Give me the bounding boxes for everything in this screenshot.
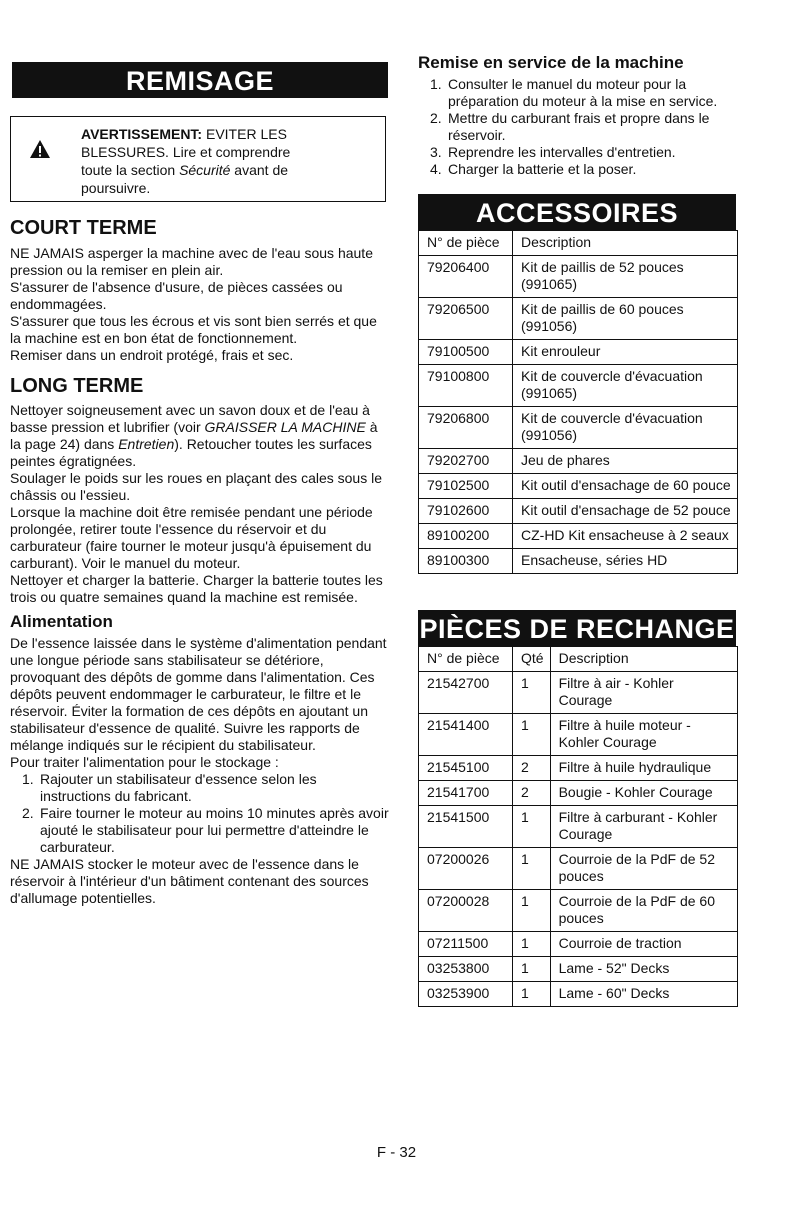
header-num: N° de pièce	[419, 647, 513, 672]
header-num: N° de pièce	[419, 231, 513, 256]
alimentation-p1: De l'essence laissée dans le système d'alimentation pendant une longue période sans stabilisateur se détériore, provoquant des dépôts de gomme dans l'alimentation. Ces dépôts peuvent endommager le carburateur, le filtre et le réservoir. Éviter la formation de ces dépôts en ajoutant un stabilisateur d'essence de qualité. Suivre les rapports de mélange indiqués sur le récipient du stabilisateur.	[10, 635, 387, 753]
court-terme-section	[10, 216, 390, 364]
table-row	[419, 499, 738, 524]
cell-num: 21541700	[419, 781, 513, 806]
header-qty: Qté	[513, 647, 551, 672]
table-row	[419, 781, 738, 806]
cell-num: 79102600	[419, 499, 513, 524]
table-row	[419, 449, 738, 474]
list-item: 4. Charger la batterie et la poser.	[430, 161, 637, 177]
alimentation-p3: NE JAMAIS stocker le moteur avec de l'essence dans le réservoir à l'intérieur d'un bâtiment contenant des sources d'allumage potentielles.	[10, 856, 369, 906]
alimentation-title: Alimentation	[10, 612, 113, 631]
court-terme-p2: S'assurer de l'absence d'usure, de pièces cassées ou endommagées.	[10, 279, 343, 312]
cell-qty: 1	[513, 848, 551, 890]
warning-securite-ref: Sécurité	[179, 162, 231, 178]
warning-line4: poursuivre.	[81, 180, 151, 196]
table-row	[419, 256, 738, 298]
cell-desc: Kit de couvercle d'évacuation (991056)	[513, 407, 738, 449]
cell-qty: 1	[513, 957, 551, 982]
cell-desc: Bougie - Kohler Courage	[550, 781, 737, 806]
cell-desc: Kit outil d'ensachage de 52 pouce	[513, 499, 738, 524]
list-item: 1. Rajouter un stabilisateur d'essence selon les instructions du fabricant.	[22, 771, 317, 804]
cell-num: 03253800	[419, 957, 513, 982]
long-terme-p2: Soulager le poids sur les roues en plaçant des cales sous le châssis ou l'essieu.	[10, 470, 382, 503]
cell-qty: 2	[513, 781, 551, 806]
cell-qty: 2	[513, 756, 551, 781]
cell-desc: Kit enrouleur	[513, 340, 738, 365]
long-terme-section	[10, 374, 390, 606]
cell-desc: Filtre à air - Kohler Courage	[550, 672, 737, 714]
table-row	[419, 932, 738, 957]
graisser-ref: GRAISSER LA MACHINE	[204, 419, 366, 435]
table-row	[419, 890, 738, 932]
table-row	[419, 756, 738, 781]
cell-desc: Lame - 52" Decks	[550, 957, 737, 982]
cell-num: 79100800	[419, 365, 513, 407]
page-number: F - 32	[376, 1144, 417, 1161]
alimentation-steps	[10, 771, 390, 856]
table-row	[419, 957, 738, 982]
accessoires-table	[418, 230, 738, 574]
cell-num: 89100200	[419, 524, 513, 549]
cell-num: 07200028	[419, 890, 513, 932]
pieces-banner: PIÈCES DE RECHANGE	[418, 610, 736, 646]
table-header-row	[419, 647, 738, 672]
court-terme-p1: NE JAMAIS asperger la machine avec de l'eau sous haute pression ou la remiser en plein air.	[10, 245, 373, 278]
cell-qty: 1	[513, 672, 551, 714]
cell-qty: 1	[513, 806, 551, 848]
table-row	[419, 672, 738, 714]
list-item: 1. Consulter le manuel du moteur pour la préparation du moteur à la mise en service.	[430, 76, 718, 109]
cell-qty: 1	[513, 714, 551, 756]
table-row	[419, 407, 738, 449]
header-desc: Description	[550, 647, 737, 672]
long-terme-title: LONG TERME	[10, 375, 144, 397]
cell-desc: Filtre à carburant - Kohler Courage	[550, 806, 737, 848]
cell-desc: CZ-HD Kit ensacheuse à 2 seaux	[513, 524, 738, 549]
table-row	[419, 474, 738, 499]
cell-num: 07211500	[419, 932, 513, 957]
warning-triangle-icon	[29, 139, 51, 159]
table-row	[419, 524, 738, 549]
cell-num: 21541400	[419, 714, 513, 756]
table-row	[419, 714, 738, 756]
warning-line3-post: avant de	[230, 162, 289, 178]
cell-desc: Jeu de phares	[513, 449, 738, 474]
table-row	[419, 806, 738, 848]
cell-desc: Courroie de la PdF de 52 pouces	[550, 848, 737, 890]
table-row	[419, 982, 738, 1007]
cell-num: 79100500	[419, 340, 513, 365]
long-terme-p4: Nettoyer et charger la batterie. Charger la batterie toutes les trois ou quatre semaines quand la machine est remisée.	[10, 572, 383, 605]
left-column	[10, 62, 390, 907]
warning-line3-pre: toute la section	[81, 162, 180, 178]
remisage-banner: REMISAGE	[12, 62, 388, 98]
cell-qty: 1	[513, 932, 551, 957]
cell-desc: Filtre à huile hydraulique	[550, 756, 737, 781]
cell-desc: Kit de paillis de 60 pouces (991056)	[513, 298, 738, 340]
table-row	[419, 848, 738, 890]
pieces-table	[418, 646, 738, 1007]
header-desc: Description	[513, 231, 738, 256]
warning-text	[81, 125, 381, 197]
remise-steps	[418, 76, 738, 178]
cell-desc: Courroie de la PdF de 60 pouces	[550, 890, 737, 932]
list-item: 2. Faire tourner le moteur au moins 10 minutes après avoir ajouté le stabilisateur pour lui permettre d'atteindre le carburateur.	[22, 805, 389, 855]
table-row	[419, 365, 738, 407]
entretien-ref: Entretien	[118, 436, 175, 452]
table-row	[419, 298, 738, 340]
cell-qty: 1	[513, 982, 551, 1007]
court-terme-title: COURT TERME	[10, 217, 157, 239]
cell-num: 79206800	[419, 407, 513, 449]
table-row	[419, 549, 738, 574]
cell-desc: Kit de paillis de 52 pouces (991065)	[513, 256, 738, 298]
cell-num: 21541500	[419, 806, 513, 848]
long-terme-p1: Nettoyer soigneusement avec un savon doux et de l'eau à basse pression et lubrifier (voir GRAISSER LA MACHINE à la page 24) dans Entretien). Retoucher toutes les surfaces peintes égratignées.	[10, 402, 378, 469]
cell-desc: Courroie de traction	[550, 932, 737, 957]
accessoires-banner: ACCESSOIRES	[418, 194, 736, 230]
warning-label: AVERTISSEMENT:	[81, 126, 203, 142]
list-item: 3. Reprendre les intervalles d'entretien.	[430, 144, 676, 160]
alimentation-section	[10, 611, 390, 907]
court-terme-p4: Remiser dans un endroit protégé, frais et sec.	[10, 347, 294, 363]
list-item: 2. Mettre du carburant frais et propre dans le réservoir.	[430, 110, 710, 143]
cell-num: 03253900	[419, 982, 513, 1007]
cell-num: 89100300	[419, 549, 513, 574]
table-header-row	[419, 231, 738, 256]
right-column	[418, 52, 738, 1007]
cell-desc: Lame - 60" Decks	[550, 982, 737, 1007]
cell-desc: Ensacheuse, séries HD	[513, 549, 738, 574]
cell-num: 21542700	[419, 672, 513, 714]
cell-desc: Filtre à huile moteur - Kohler Courage	[550, 714, 737, 756]
cell-num: 79102500	[419, 474, 513, 499]
alimentation-p2: Pour traiter l'alimentation pour le stockage :	[10, 754, 279, 770]
warning-box	[10, 116, 386, 202]
cell-desc: Kit outil d'ensachage de 60 pouce	[513, 474, 738, 499]
cell-qty: 1	[513, 890, 551, 932]
cell-num: 07200026	[419, 848, 513, 890]
cell-num: 79202700	[419, 449, 513, 474]
cell-num: 21545100	[419, 756, 513, 781]
warning-line2: BLESSURES. Lire et comprendre	[81, 144, 291, 160]
court-terme-p3: S'assurer que tous les écrous et vis sont bien serrés et que la machine est en bon état de fonctionnement.	[10, 313, 377, 346]
long-terme-p3: Lorsque la machine doit être remisée pendant une période prolongée, retirer toute l'essence du réservoir et du carburateur (faire tourner le moteur jusqu'à épuisement du carburant). Voir le manuel du moteur.	[10, 504, 373, 571]
cell-desc: Kit de couvercle d'évacuation (991065)	[513, 365, 738, 407]
table-row	[419, 340, 738, 365]
warning-line1: EVITER LES	[202, 126, 287, 142]
remise-title: Remise en service de la machine	[418, 53, 684, 72]
cell-num: 79206500	[419, 298, 513, 340]
cell-num: 79206400	[419, 256, 513, 298]
